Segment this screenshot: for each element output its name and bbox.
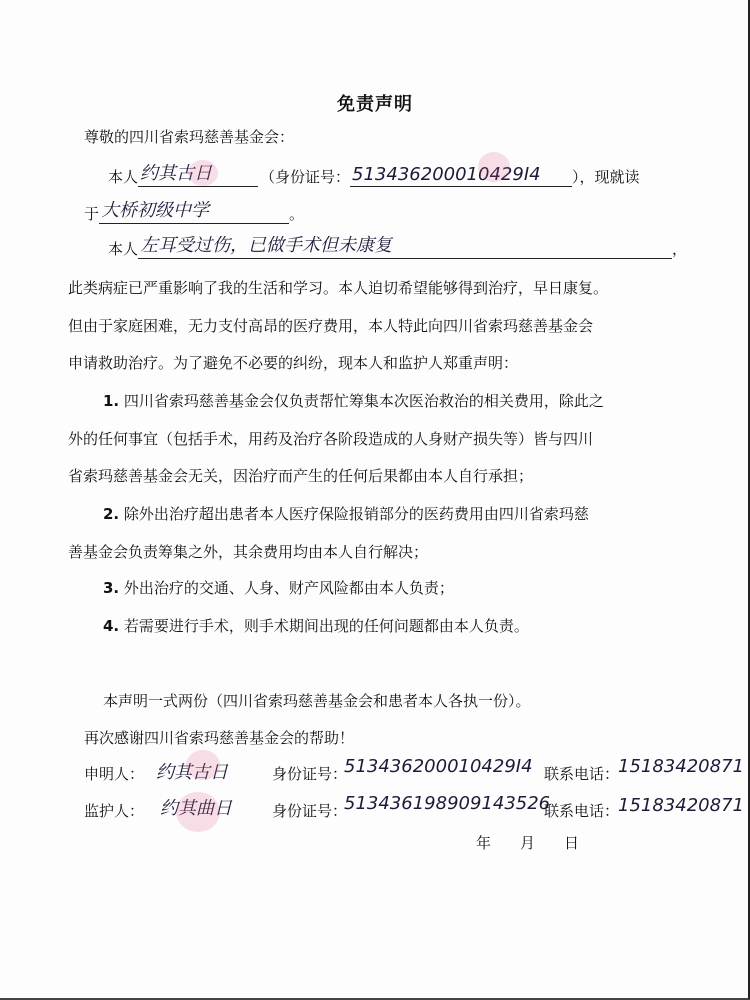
guardian-id-handwriting: 513436198909143526: [344, 793, 551, 814]
date-day: 日: [564, 834, 580, 852]
name-handwriting: 约其古日: [140, 163, 213, 184]
guardian-phone-handwriting: 15183420871: [618, 795, 744, 816]
school-line: [84, 200, 305, 224]
paragraph-line: 此类病症已严重影响了我的生活和学习。本人迫切希望能够得到治疗，早日康复。: [68, 279, 609, 297]
declarant-id-handwriting: 513436200010429I4: [344, 756, 533, 777]
clause-number: 3.: [103, 579, 120, 597]
paragraph-line: 申请救助治疗。为了避免不必要的纠纷，现本人和监护人郑重声明：: [68, 354, 519, 372]
closing-note: 本声明一式两份（四川省索玛慈善基金会和患者本人各执一份）。: [103, 692, 531, 710]
condition-handwriting: 左耳受过伤，已做手术但未康复: [140, 235, 393, 256]
clause-text: 除外出治疗超出患者本人医疗保险报销部分的医药费用由四川省索玛慈: [123, 505, 589, 523]
clause-number: 2.: [103, 505, 120, 523]
name-line: [108, 163, 640, 187]
id-label: （身份证号：: [260, 168, 351, 186]
clause-text: 若需要进行手术，则手术期间出现的任何问题都由本人负责。: [123, 617, 529, 635]
id-blank: [350, 166, 572, 187]
clause-2-line: 善基金会负责筹集之外，其余费用均由本人自行解决；: [68, 543, 429, 561]
school-prefix: 于: [84, 205, 100, 223]
clause-number: 1.: [103, 392, 120, 410]
school-handwriting: 大桥初级中学: [101, 200, 210, 221]
thanks-note: 再次感谢四川省索玛慈善基金会的帮助！: [84, 729, 355, 747]
date-year: 年: [476, 834, 492, 852]
condition-blank: [138, 235, 672, 259]
guardian-label: 监护人：: [84, 802, 145, 820]
name-prefix: 本人: [108, 168, 139, 186]
condition-prefix: 本人: [108, 240, 139, 258]
clause-text: 四川省索玛慈善基金会仅负责帮忙筹集本次医治救治的相关费用，除此之: [123, 392, 604, 410]
condition-suffix: ，: [672, 240, 688, 258]
clause-1: [103, 390, 604, 411]
school-blank: [99, 200, 289, 224]
clause-1-line: 省索玛慈善基金会无关，因治疗而产生的任何后果都由本人自行承担；: [68, 467, 534, 485]
declarant-id-label: 身份证号：: [272, 765, 348, 783]
declarant-phone-label: 联系电话：: [544, 765, 620, 783]
guardian-signature: 约其曲日: [160, 798, 232, 819]
clause-1-line: 外的任何事宜（包括手术，用药及治疗各阶段造成的人身财产损失等）皆与四川: [68, 430, 594, 448]
clause-number: 4.: [103, 617, 120, 635]
guardian-id-label: 身份证号：: [272, 802, 348, 820]
date-month: 月: [520, 834, 536, 852]
condition-line: [108, 235, 688, 259]
page-title: 免责声明: [337, 94, 413, 115]
paragraph-line: 但由于家庭困难，无力支付高昂的医疗费用，本人特此向四川省索玛慈善基金会: [68, 317, 594, 335]
clause-4: [103, 615, 529, 636]
clause-text: 外出治疗的交通、人身、财产风险都由本人负责；: [123, 579, 454, 597]
school-suffix: 。: [289, 205, 305, 223]
salutation: 尊敬的四川省索玛慈善基金会：: [84, 128, 295, 146]
name-blank: [138, 163, 258, 187]
reading-suffix: ），现就读: [572, 168, 640, 186]
id-handwriting: 513436200010429I4: [352, 164, 541, 185]
guardian-phone-label: 联系电话：: [544, 802, 620, 820]
declarant-label: 申明人：: [84, 765, 145, 783]
clause-2: [103, 503, 589, 524]
declarant-signature: 约其古日: [156, 762, 228, 783]
clause-3: [103, 577, 454, 598]
declarant-phone-handwriting: 15183420871: [618, 756, 744, 777]
